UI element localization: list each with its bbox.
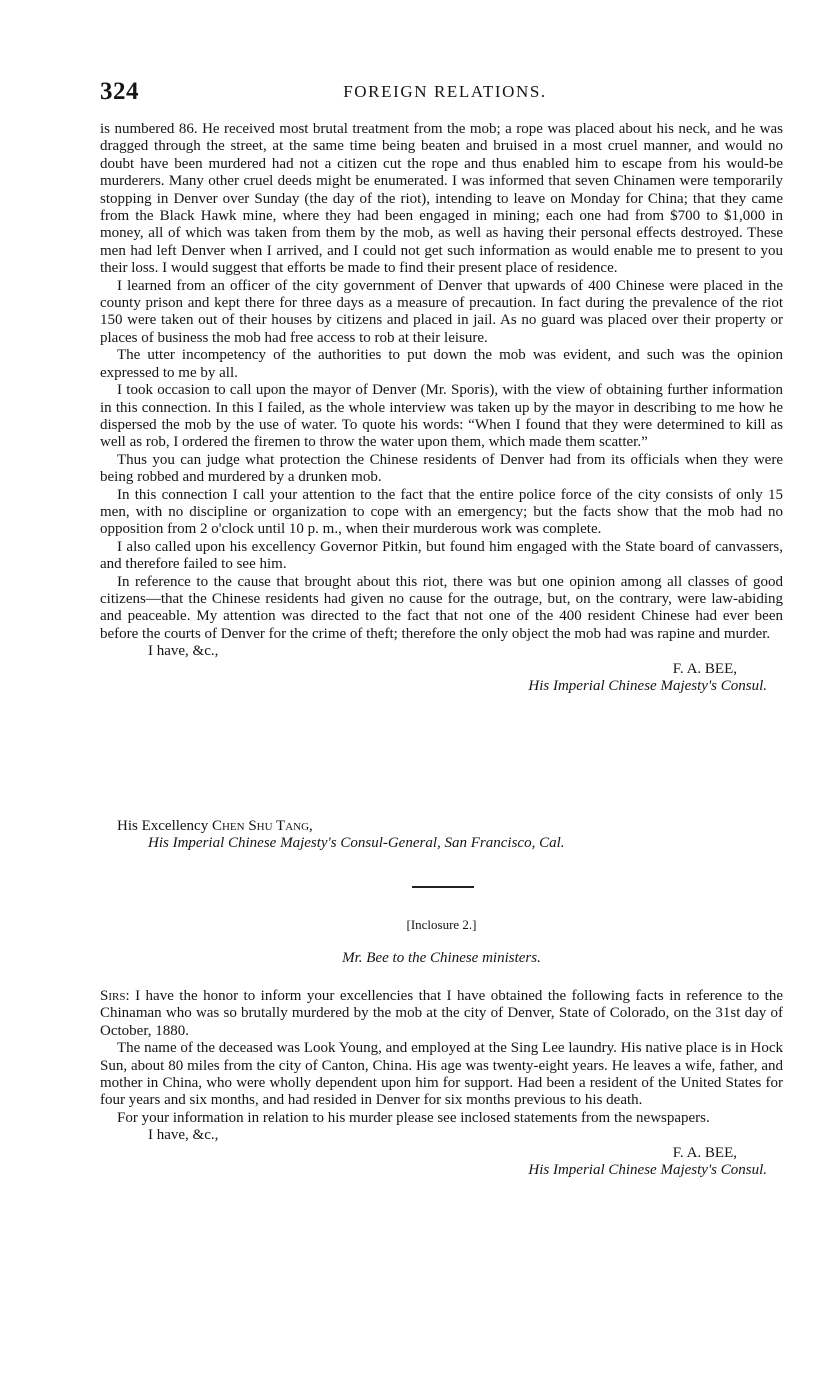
paragraph: In reference to the cause that brought about this riot, there was but one opinion among all classes of good citizens—that the Chinese residents had given no cause for the outrage, but, on the contrary, were law-abiding and peaceable. My attention was directed to the fact that not one of the 400 resident Chinese had ever been before the courts of Denver for the crime of theft; therefore the only object the mob had was rapine and murder. <box>100 573 783 642</box>
paragraph: In this connection I call your attention to the fact that the entire police force of the city consists of only 15 men, with no discipline or organization to cope with an emergency; but the facts show that the mob had no opposition from 2 o'clock until 10 p. m., when their murderous work was complete. <box>100 486 783 538</box>
paragraph: I also called upon his excellency Governor Pitkin, but found him engaged with the State board of canvassers, and therefore failed to see him. <box>100 538 783 573</box>
signature-title: His Imperial Chinese Majesty's Consul. <box>528 1162 767 1179</box>
letter-two-body <box>100 988 783 1179</box>
paragraph: The name of the deceased was Look Young, and employed at the Sing Lee laundry. His native place is in Hock Sun, about 80 miles from the city of Canton, China. His age was twenty-eight years. He leaves a wife, father, and mother in China, who were wholly dependent upon him for support. Had been a resident of the United States for four years and six months, and had resided in Denver for six months previous to his death. <box>100 1040 783 1109</box>
addressee-name: Chen Shu Tang, <box>211 818 313 834</box>
paragraph: Thus you can judge what protection the Chinese residents of Denver had from its officials when they were being robbed and murdered by a drunken mob. <box>100 451 783 486</box>
paragraph: I took occasion to call upon the mayor of Denver (Mr. Sporis), with the view of obtaining further information in this connection. In this I failed, as the whole interview was taken up by the mayor in describing to me how he dispersed the mob by the use of water. To quote his words: “When I found that they were determined to kill as well as rob, I ordered the firemen to throw the water upon them, which made them scatter.” <box>100 382 783 451</box>
letter-heading: Mr. Bee to the Chinese ministers. <box>342 950 541 966</box>
paragraph-text: I have the honor to inform your excellencies that I have obtained the following facts in reference to the Chinaman who was so brutally murdered by the mob at the city of Denver, State of Colorado, on the 31st day of October, 1880. <box>100 988 783 1039</box>
addressee-title: His Imperial Chinese Majesty's Consul-General, San Francisco, Cal. <box>148 835 565 852</box>
closing: I have, &c., <box>148 643 219 660</box>
signature-title: His Imperial Chinese Majesty's Consul. <box>528 678 767 694</box>
paragraph: For your information in relation to his murder please see inclosed statements from the newspapers. <box>117 1109 710 1126</box>
section-divider <box>412 886 474 888</box>
addressee-prefix: His Excellency <box>117 818 212 834</box>
addressee-block <box>100 818 783 853</box>
paragraph: is numbered 86. He received most brutal treatment from the mob; a rope was placed about his neck, and he was dragged through the street, at the same time being beaten and bruised in a most cruel manner, and would no doubt have been murdered had not a citizen cut the rope and thus enabled him to escape from his would-be murderers. Many other cruel deeds might be enumerated. I was informed that seven Chinamen were temporarily stopping in Denver over Sunday (the day of the riot), intending to leave on Monday for China; that they came from the Black Hawk mine, where they had been engaged in mining; each one had from $700 to $1,000 in money, all of which was taken from them by the mob, as well as having their personal effects destroyed. These men had left Denver when I arrived, and I could not get such information as would enable me to present to you their loss. I would suggest that efforts be made to find their present place of residence. <box>100 121 783 277</box>
signature-name: F. A. BEE, <box>672 1144 737 1161</box>
paragraph: The utter incompetency of the authorities to put down the mob was evident, and such was the opinion expressed to me by all. <box>100 347 783 381</box>
salutation: Sirs: <box>100 988 130 1004</box>
paragraph: I learned from an officer of the city government of Denver that upwards of 400 Chinese were placed in the county prison and kept there for three days as a measure of precaution. In fact during the prevalence of the riot 150 were taken out of their houses by citizens and placed in jail. As no guard was placed over their property or places of business the mob had free access to rob at their leisure. <box>100 277 783 346</box>
inclosure-label: [Inclosure 2.] <box>406 917 477 932</box>
addressee <box>117 818 783 835</box>
signature-name: F. A. BEE, <box>672 660 737 677</box>
closing: I have, &c., <box>148 1127 219 1144</box>
letter-one-body <box>100 121 783 695</box>
page-header <box>100 78 790 108</box>
running-head: FOREIGN RELATIONS. <box>343 82 547 101</box>
page-number: 324 <box>100 78 139 105</box>
paragraph <box>100 988 783 1040</box>
